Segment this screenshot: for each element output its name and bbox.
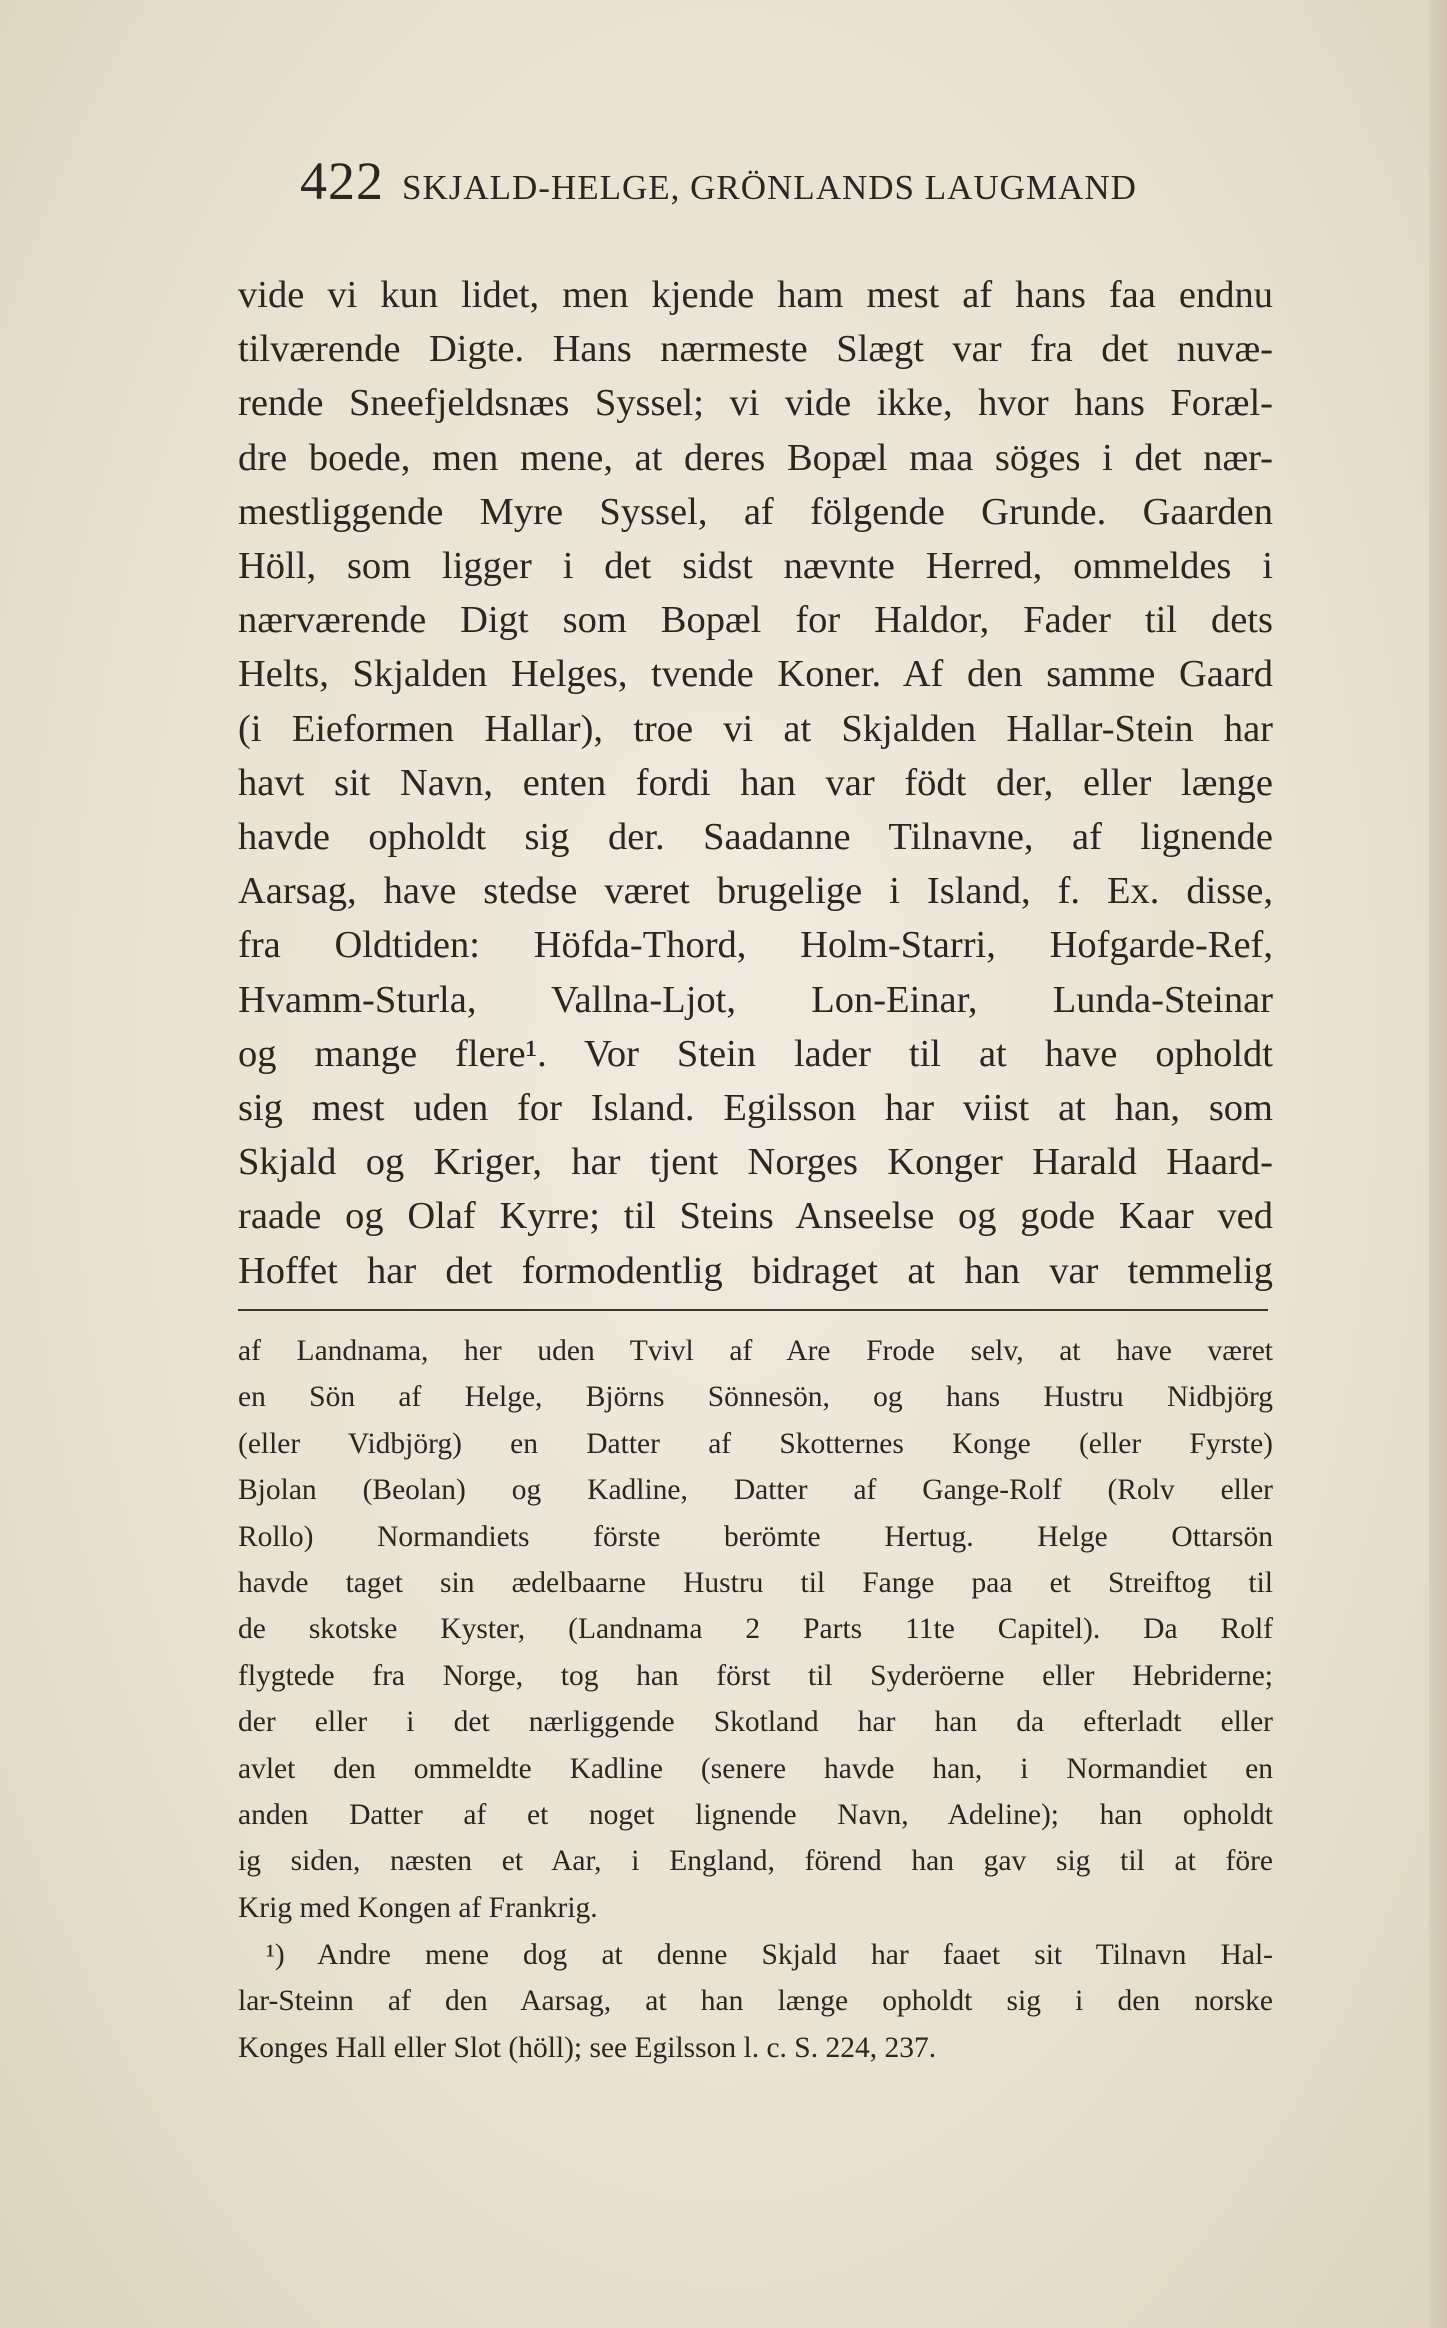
footnote-line: Rollo) Normandiets förste berömte Hertug. Helge Ottarsön — [238, 1520, 1273, 1553]
footnote-line: ¹) Andre mene dog at denne Skjald har faaet sit Tilnavn Hal- — [266, 1939, 1273, 1971]
footnote-line: lar-Steinn af den Aarsag, at han længe opholdt sig i den norske — [238, 1985, 1273, 2018]
body-line: Höll, som ligger i det sidst nævnte Herred, ommeldes i — [238, 545, 1273, 588]
page-header — [300, 150, 1260, 220]
footnote-line: avlet den ommeldte Kadline (senere havde han, i Normandiet en — [238, 1752, 1273, 1785]
body-line: og mange flere¹. Vor Stein lader til at have opholdt — [238, 1032, 1273, 1075]
body-line: mestliggende Myre Syssel, af fölgende Grunde. Gaarden — [238, 490, 1273, 533]
body-line: raade og Olaf Kyrre; til Steins Anseelse og gode Kaar ved — [238, 1195, 1273, 1238]
body-line: sig mest uden for Island. Egilsson har viist at han, som — [238, 1087, 1273, 1130]
page-edge-shadow — [1429, 0, 1447, 2328]
body-line: Hvamm-Sturla, Vallna-Ljot, Lon-Einar, Lunda-Steinar — [238, 978, 1273, 1021]
footnote-line: ig siden, næsten et Aar, i England, förend han gav sig til at före — [238, 1845, 1273, 1878]
footnote-line: der eller i det nærliggende Skotland har han da efterladt eller — [238, 1706, 1273, 1739]
body-line: Aarsag, have stedse været brugelige i Island, f. Ex. disse, — [238, 870, 1273, 913]
footnote-continuation — [238, 1328, 1273, 1931]
footnote-line: en Sön af Helge, Björns Sönnesön, og hans Hustru Nidbjörg — [238, 1381, 1273, 1414]
body-line: Helts, Skjalden Helges, tvende Koner. Af den samme Gaard — [238, 653, 1273, 696]
body-line: tilværende Digte. Hans nærmeste Slægt var fra det nuvæ- — [238, 328, 1273, 371]
running-title: SKJALD-HELGE, GRÖNLANDS LAUGMAND — [402, 168, 1137, 207]
footnote-divider — [238, 1309, 1268, 1311]
footnote-line: af Landnama, her uden Tvivl af Are Frode selv, at have været — [238, 1335, 1273, 1367]
body-line: vide vi kun lidet, men kjende ham mest af hans faa endnu — [238, 274, 1273, 316]
body-line: dre boede, men mene, at deres Bopæl maa söges i det nær- — [238, 436, 1273, 479]
body-line: havde opholdt sig der. Saadanne Tilnavne, af lignende — [238, 816, 1273, 859]
body-line: Hoffet har det formodentlig bidraget at han var temmelig — [238, 1249, 1273, 1292]
footnote-line: Bjolan (Beolan) og Kadline, Datter af Gange-Rolf (Rolv eller — [238, 1474, 1273, 1507]
footnote-line: (eller Vidbjörg) en Datter af Skotternes Konge (eller Fyrste) — [238, 1427, 1273, 1460]
body-line: fra Oldtiden: Höfda-Thord, Holm-Starri, Hofgarde-Ref, — [238, 924, 1273, 967]
body-line: rende Sneefjeldsnæs Syssel; vi vide ikke, hvor hans Foræl- — [238, 382, 1273, 425]
footnote-line: anden Datter af et noget lignende Navn, Adeline); han opholdt — [238, 1799, 1273, 1832]
body-line: Skjald og Kriger, har tjent Norges Konger Harald Haard- — [238, 1141, 1273, 1184]
footnote-1 — [238, 1932, 1273, 2071]
body-line: havt sit Navn, enten fordi han var födt der, eller længe — [238, 761, 1273, 804]
footnote-line: flygtede fra Norge, tog han först til Syderöerne eller Hebriderne; — [238, 1659, 1273, 1692]
footnote-line: havde taget sin ædelbaarne Hustru til Fange paa et Streiftog til — [238, 1567, 1273, 1600]
footnote-line: Krig med Kongen af Frankrig. — [238, 1891, 598, 1924]
body-line: (i Eieformen Hallar), troe vi at Skjalden Hallar-Stein har — [238, 707, 1273, 750]
body-text — [238, 268, 1273, 1298]
footnote-line: de skotske Kyster, (Landnama 2 Parts 11te Capitel). Da Rolf — [238, 1613, 1273, 1646]
footnote-line: Konges Hall eller Slot (höll); see Egilsson l. c. S. 224, 237. — [238, 2031, 937, 2064]
page-number: 422 — [300, 151, 384, 211]
body-line: nærværende Digt som Bopæl for Haldor, Fader til dets — [238, 599, 1273, 642]
